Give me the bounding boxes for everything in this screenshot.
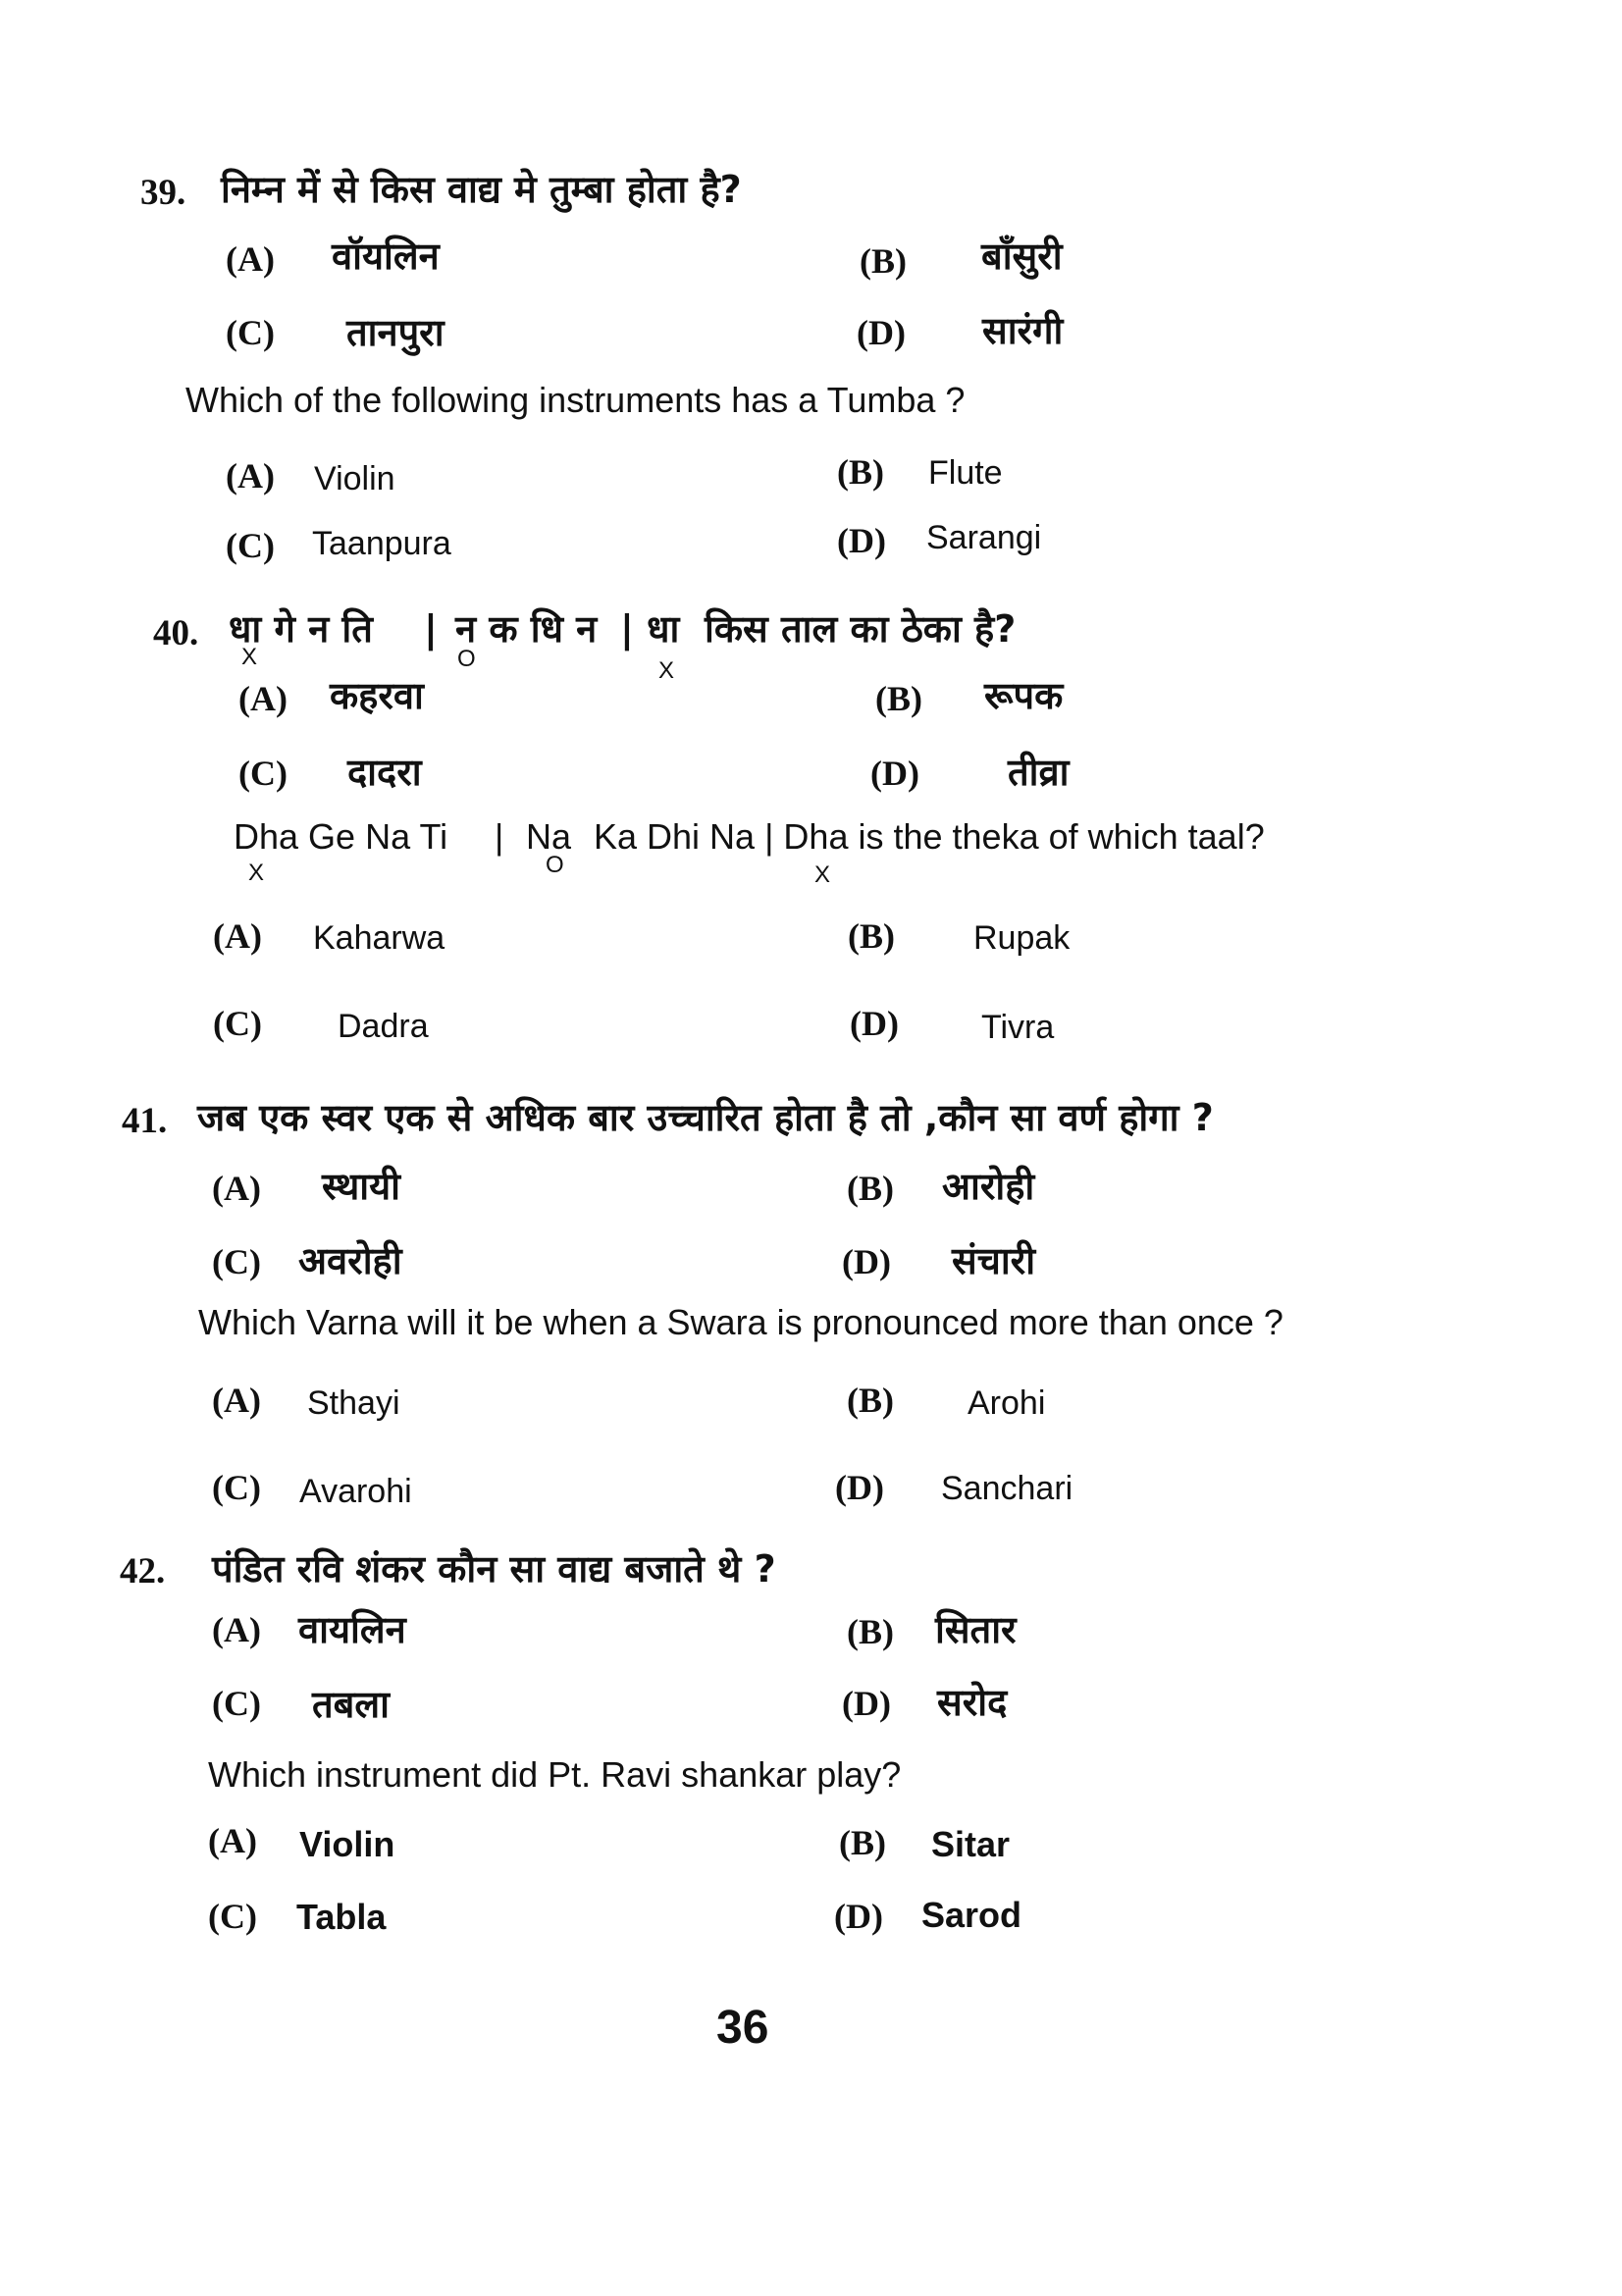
theka-part-2: न क धि न [455, 607, 598, 651]
hindi-question-text: पंडित रवि शंकर कौन सा वाद्य बजाते थे ? [212, 1547, 776, 1591]
english-option-a: Violin [314, 460, 395, 497]
option-label-a: (A) [212, 1169, 261, 1208]
english-option-b: Rupak [973, 919, 1071, 957]
option-label-d: (D) [870, 754, 919, 793]
option-label-c: (C) [212, 1468, 261, 1507]
english-option-c: Tabla [296, 1897, 387, 1937]
option-label-b: (B) [847, 1381, 894, 1420]
english-option-c: Dadra [338, 1008, 429, 1045]
option-label-d: (D) [835, 1468, 884, 1507]
option-label-b: (B) [848, 916, 895, 956]
theka-divider: | [424, 607, 438, 651]
theka-divider: | [495, 816, 504, 857]
hindi-option-c: तबला [312, 1683, 390, 1726]
option-label-c: (C) [226, 313, 275, 352]
option-label-a: (A) [226, 456, 275, 496]
english-option-a: Violin [299, 1824, 395, 1864]
question-number: 41. [122, 1101, 168, 1141]
option-label-a: (A) [213, 916, 262, 956]
option-label-d: (D) [834, 1897, 883, 1936]
hindi-option-a: वॉयलिन [332, 235, 440, 278]
option-label-c: (C) [226, 526, 275, 565]
english-option-b: Flute [928, 454, 1003, 492]
hindi-option-d: सरोद [937, 1681, 1008, 1724]
option-label-b: (B) [847, 1612, 894, 1651]
option-label-b: (B) [847, 1169, 894, 1208]
hindi-option-c: दादरा [347, 751, 422, 794]
option-label-c: (C) [213, 1004, 262, 1043]
page-number: 36 [716, 2002, 769, 2054]
option-label-d: (D) [857, 313, 906, 352]
english-option-d: Tivra [981, 1009, 1055, 1046]
question-number: 39. [140, 173, 186, 213]
hindi-option-a: कहरवा [330, 674, 424, 717]
english-theka-part-1: Dha Ge Na Ti [234, 816, 448, 857]
hindi-option-d: संचारी [952, 1239, 1036, 1282]
theka-part-3: | धा [620, 607, 680, 651]
option-label-d: (D) [837, 521, 886, 560]
option-label-c: (C) [212, 1684, 261, 1723]
option-label-b: (B) [837, 452, 884, 492]
option-label-c: (C) [238, 754, 288, 793]
hindi-option-a: वायलिन [298, 1608, 406, 1651]
english-option-c: Avarohi [299, 1473, 412, 1510]
khali-marker: O [546, 852, 564, 878]
tali-marker: X [658, 657, 675, 684]
question-number: 42. [120, 1551, 166, 1592]
tali-marker: X [241, 644, 258, 670]
english-option-d: Sarod [921, 1895, 1022, 1935]
english-question-text: Ka Dhi Na | Dha is the theka of which taal? [594, 816, 1265, 857]
hindi-question-text: निम्न में से किस वाद्य मे तुम्बा होता है? [221, 168, 742, 211]
option-label-b: (B) [875, 679, 922, 718]
question-number: 40. [153, 613, 199, 653]
tali-marker: X [814, 861, 831, 888]
theka-part-1: धा गे न ति [229, 607, 373, 651]
option-label-d: (D) [842, 1684, 891, 1723]
english-question-text: Which Varna will it be when a Swara is pronounced more than once ? [198, 1302, 1283, 1342]
hindi-option-d: सारंगी [982, 309, 1064, 352]
hindi-option-a: स्थायी [322, 1165, 401, 1208]
hindi-option-b: रूपक [984, 674, 1064, 717]
option-label-a: (A) [226, 239, 275, 279]
khali-marker: O [457, 646, 476, 672]
hindi-option-b: सितार [935, 1608, 1017, 1651]
option-label-b: (B) [839, 1823, 886, 1862]
hindi-option-c: तानपुरा [346, 311, 445, 354]
hindi-question-text: जब एक स्वर एक से अधिक बार उच्चारित होता है तो ,कौन सा वर्ण होगा ? [197, 1096, 1214, 1139]
hindi-option-c: अवरोही [298, 1239, 402, 1282]
option-label-a: (A) [212, 1610, 261, 1649]
option-label-a: (A) [208, 1821, 257, 1860]
hindi-option-b: बाँसुरी [981, 235, 1063, 278]
english-option-b: Sitar [931, 1824, 1011, 1864]
english-option-a: Kaharwa [313, 919, 445, 957]
hindi-option-d: तीव्रा [1008, 751, 1070, 794]
tali-marker: X [248, 860, 265, 886]
hindi-option-b: आरोही [942, 1165, 1035, 1208]
english-question-text: Which of the following instruments has a Tumba ? [185, 380, 966, 420]
option-label-c: (C) [212, 1242, 261, 1281]
option-label-a: (A) [212, 1381, 261, 1420]
english-option-d: Sarangi [926, 519, 1042, 556]
option-label-a: (A) [238, 679, 288, 718]
english-theka-part-2: Na [526, 816, 572, 857]
option-label-d: (D) [850, 1004, 899, 1043]
option-label-c: (C) [208, 1897, 257, 1936]
english-option-b: Arohi [968, 1384, 1046, 1422]
english-option-d: Sanchari [941, 1470, 1073, 1507]
english-option-a: Sthayi [307, 1384, 400, 1422]
option-label-b: (B) [860, 241, 907, 281]
option-label-d: (D) [842, 1242, 891, 1281]
english-question-text: Which instrument did Pt. Ravi shankar play? [208, 1754, 902, 1795]
hindi-question-text: किस ताल का ठेका है? [705, 607, 1017, 651]
english-option-c: Taanpura [312, 525, 451, 562]
